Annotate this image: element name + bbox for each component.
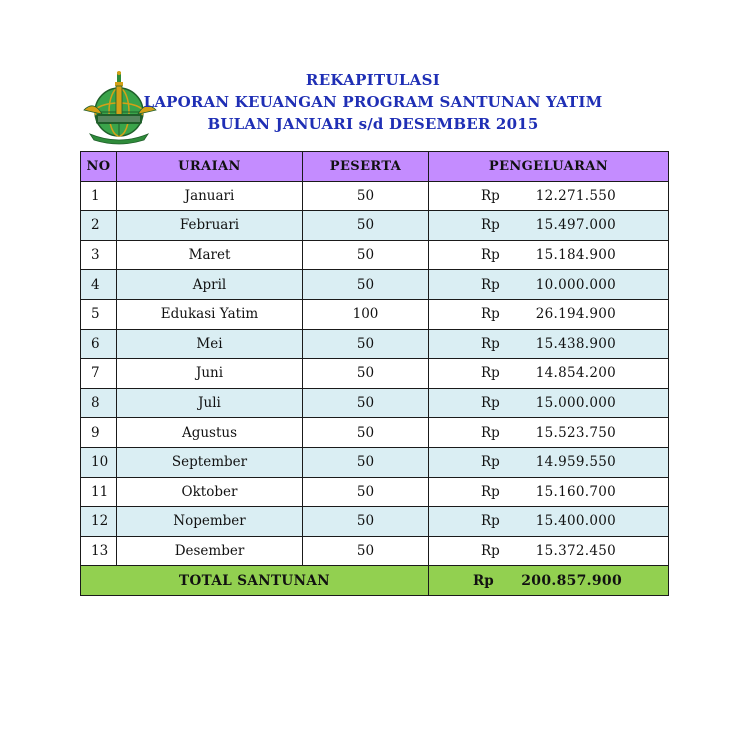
row-peserta: 50 — [303, 536, 429, 566]
header-uraian: URAIAN — [117, 152, 303, 182]
row-no: 5 — [81, 299, 117, 329]
table-row — [81, 299, 669, 329]
row-currency: Rp — [429, 299, 509, 329]
row-uraian: Juni — [117, 359, 303, 389]
row-amount: 15.184.900 — [509, 240, 669, 270]
row-uraian: Nopember — [117, 507, 303, 537]
table-row — [81, 447, 669, 477]
row-no: 1 — [81, 181, 117, 211]
row-currency: Rp — [429, 329, 509, 359]
row-currency: Rp — [429, 507, 509, 537]
report-title: REKAPITULASI — [305, 71, 441, 89]
table-row — [81, 240, 669, 270]
row-amount: 12.271.550 — [509, 181, 669, 211]
row-uraian: Desember — [117, 536, 303, 566]
row-currency: Rp — [429, 211, 509, 241]
header-no: NO — [81, 152, 117, 182]
table-row — [81, 359, 669, 389]
row-uraian: Edukasi Yatim — [117, 299, 303, 329]
row-currency: Rp — [429, 181, 509, 211]
row-currency: Rp — [429, 418, 509, 448]
header-pengeluaran: PENGELUARAN — [429, 152, 669, 182]
total-label: TOTAL SANTUNAN — [81, 566, 429, 596]
table-row — [81, 329, 669, 359]
table-row — [81, 418, 669, 448]
row-no: 7 — [81, 359, 117, 389]
row-amount: 15.438.900 — [509, 329, 669, 359]
row-peserta: 100 — [303, 299, 429, 329]
row-peserta: 50 — [303, 507, 429, 537]
row-currency: Rp — [429, 240, 509, 270]
table-header-row — [81, 152, 669, 182]
table-row — [81, 477, 669, 507]
row-uraian: Oktober — [117, 477, 303, 507]
row-no: 2 — [81, 211, 117, 241]
row-peserta: 50 — [303, 329, 429, 359]
table-row — [81, 507, 669, 537]
row-amount: 14.854.200 — [509, 359, 669, 389]
table-body — [81, 181, 669, 566]
row-no: 10 — [81, 447, 117, 477]
table-row — [81, 536, 669, 566]
total-amount: 200.857.900 — [509, 566, 669, 596]
row-peserta: 50 — [303, 240, 429, 270]
row-currency: Rp — [429, 477, 509, 507]
table-row — [81, 181, 669, 211]
row-no: 9 — [81, 418, 117, 448]
row-no: 12 — [81, 507, 117, 537]
total-row — [81, 566, 669, 596]
row-no: 8 — [81, 388, 117, 418]
row-uraian: Januari — [117, 181, 303, 211]
table-row — [81, 270, 669, 300]
row-amount: 14.959.550 — [509, 447, 669, 477]
recap-table — [80, 151, 669, 596]
row-no: 13 — [81, 536, 117, 566]
row-peserta: 50 — [303, 211, 429, 241]
row-no: 11 — [81, 477, 117, 507]
table-row — [81, 211, 669, 241]
row-peserta: 50 — [303, 181, 429, 211]
row-currency: Rp — [429, 359, 509, 389]
row-currency: Rp — [429, 270, 509, 300]
row-no: 4 — [81, 270, 117, 300]
report-subtitle: LAPORAN KEUANGAN PROGRAM SANTUNAN YATIM — [143, 93, 603, 111]
row-peserta: 50 — [303, 270, 429, 300]
row-peserta: 50 — [303, 477, 429, 507]
row-amount: 26.194.900 — [509, 299, 669, 329]
row-amount: 15.497.000 — [509, 211, 669, 241]
row-uraian: April — [117, 270, 303, 300]
row-uraian: Juli — [117, 388, 303, 418]
report-period: BULAN JANUARI s/d DESEMBER 2015 — [207, 115, 539, 133]
row-uraian: Agustus — [117, 418, 303, 448]
row-uraian: September — [117, 447, 303, 477]
row-uraian: Februari — [117, 211, 303, 241]
row-uraian: Mei — [117, 329, 303, 359]
row-no: 6 — [81, 329, 117, 359]
row-peserta: 50 — [303, 359, 429, 389]
row-peserta: 50 — [303, 418, 429, 448]
table-row — [81, 388, 669, 418]
total-currency: Rp — [429, 566, 509, 596]
row-amount: 10.000.000 — [509, 270, 669, 300]
row-currency: Rp — [429, 388, 509, 418]
row-peserta: 50 — [303, 447, 429, 477]
row-amount: 15.523.750 — [509, 418, 669, 448]
row-amount: 15.000.000 — [509, 388, 669, 418]
row-currency: Rp — [429, 536, 509, 566]
row-uraian: Maret — [117, 240, 303, 270]
row-no: 3 — [81, 240, 117, 270]
row-currency: Rp — [429, 447, 509, 477]
row-amount: 15.400.000 — [509, 507, 669, 537]
row-peserta: 50 — [303, 388, 429, 418]
row-amount: 15.372.450 — [509, 536, 669, 566]
row-amount: 15.160.700 — [509, 477, 669, 507]
header-peserta: PESERTA — [303, 152, 429, 182]
